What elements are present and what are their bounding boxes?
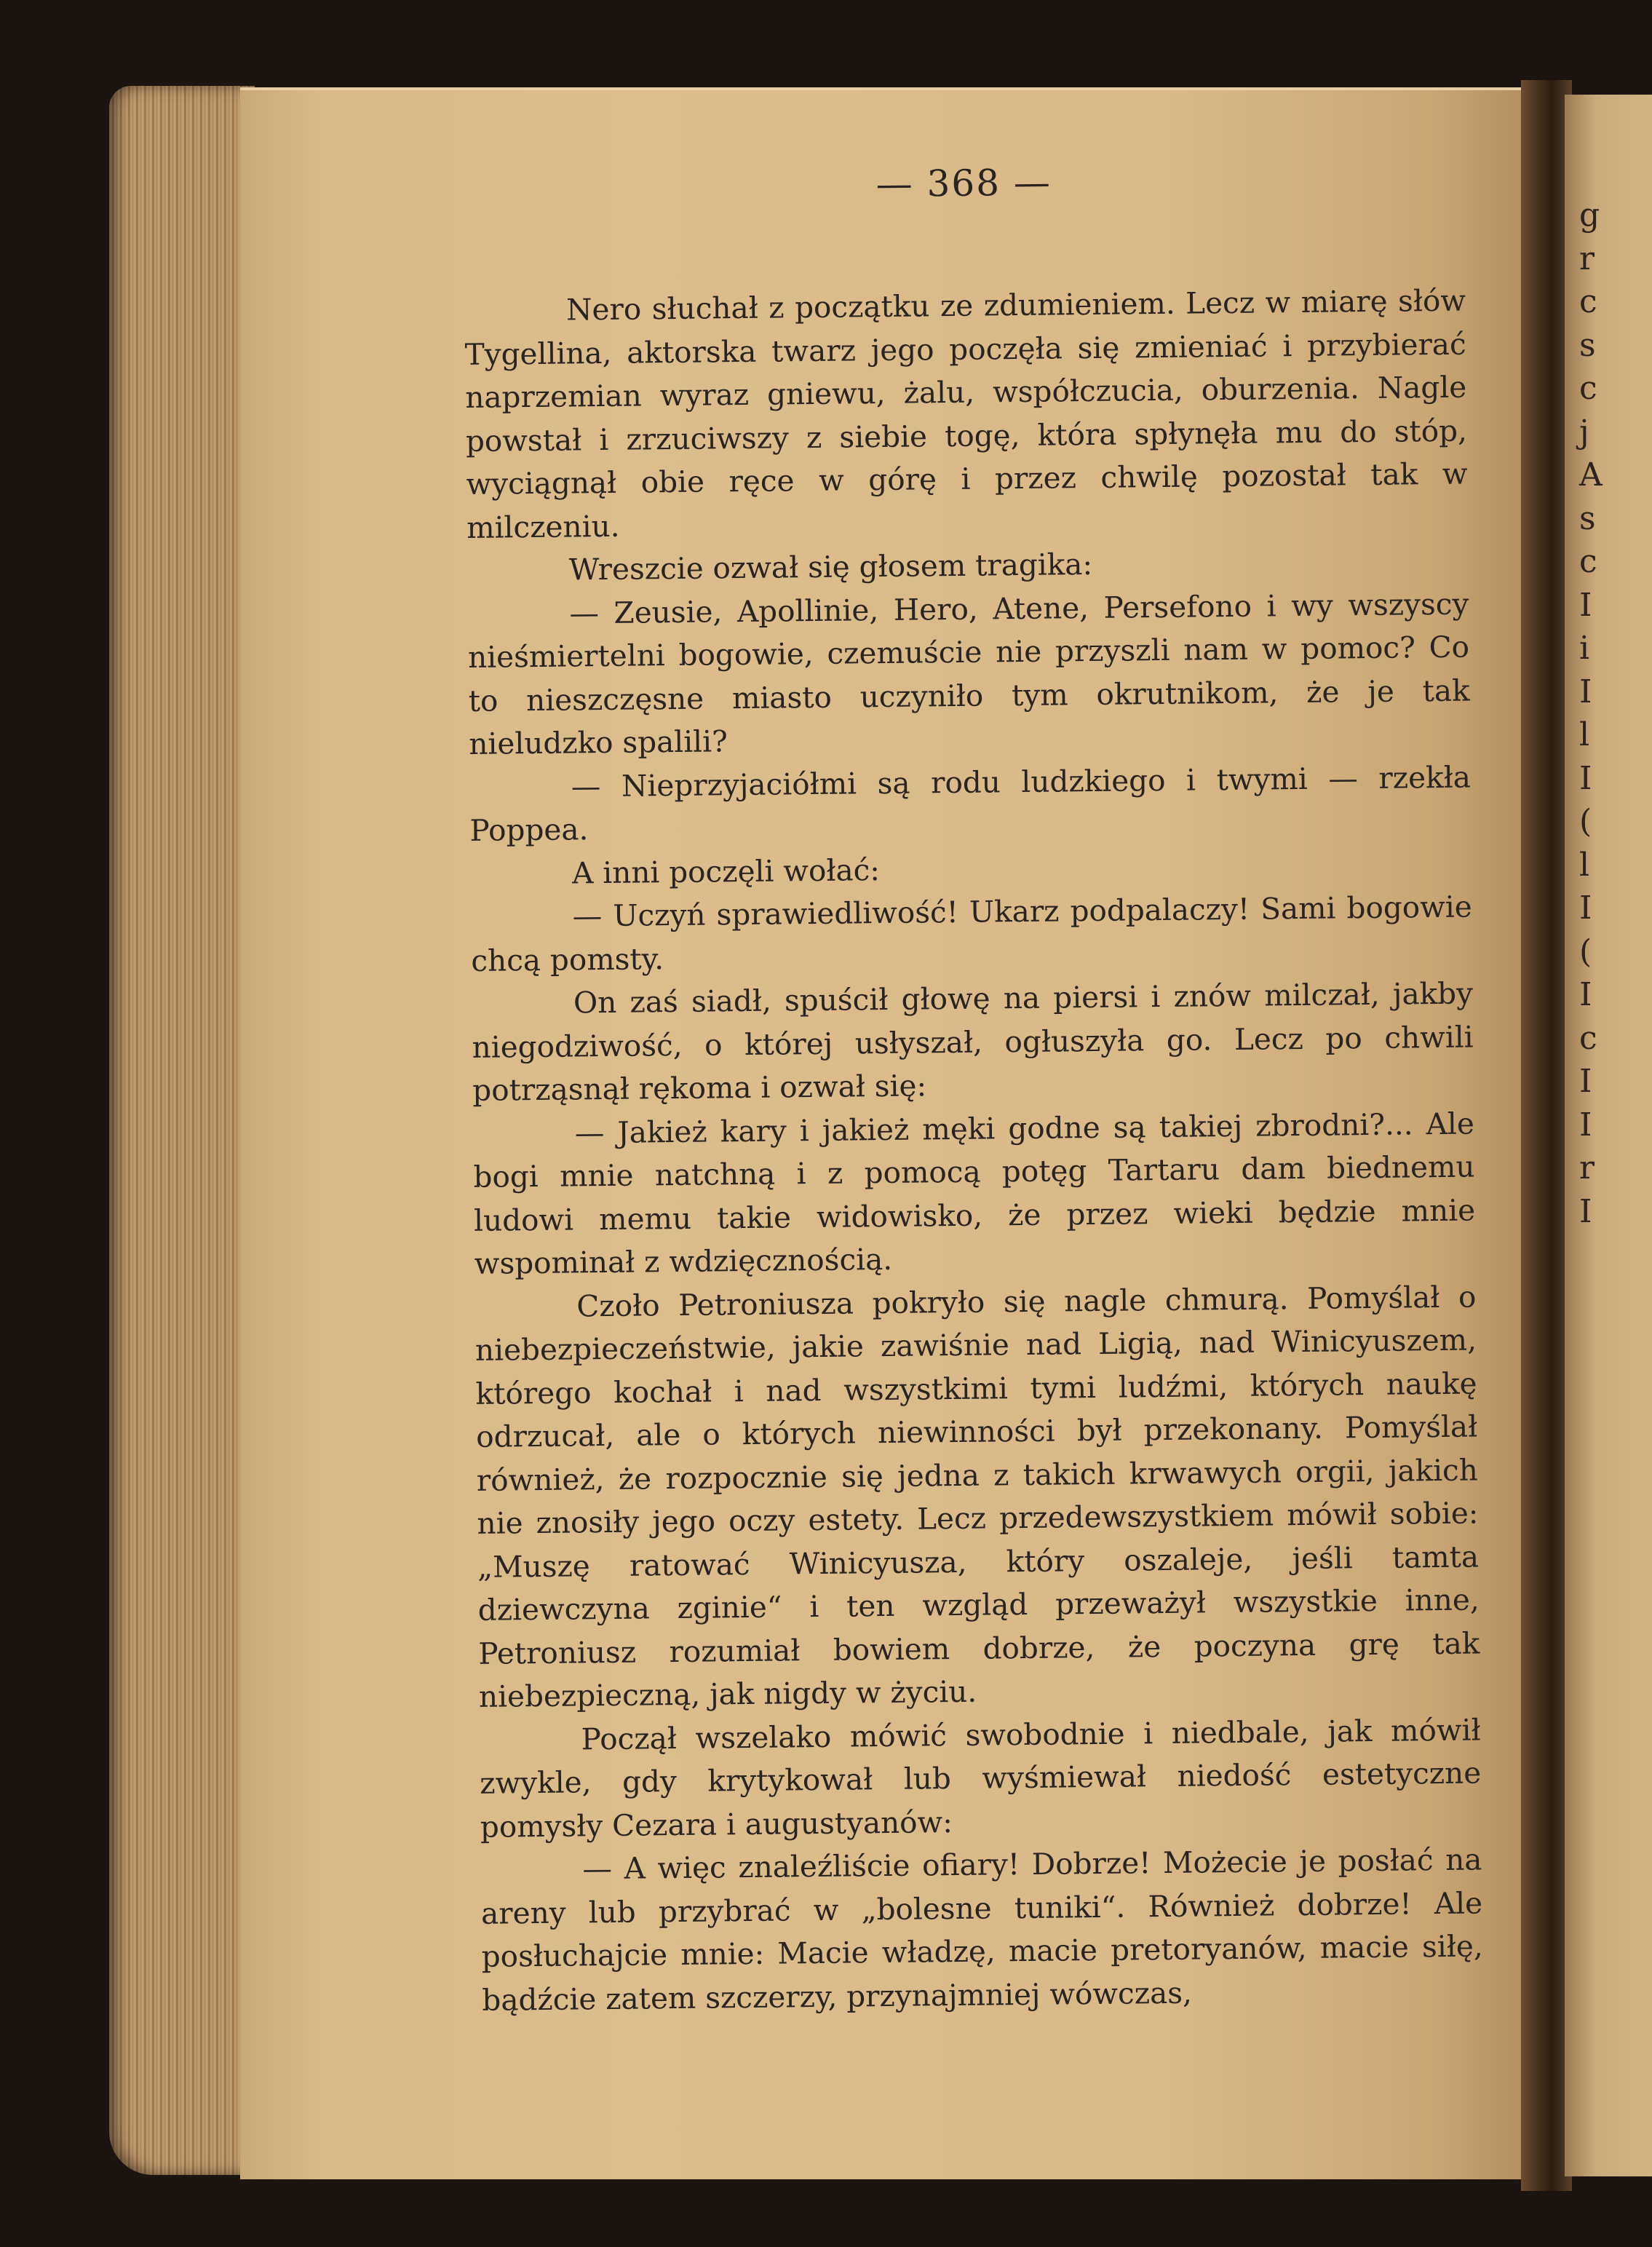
page-edges <box>109 86 255 2175</box>
paragraph: Czoło Petroniusza pokryło się nagle chmurą. Pomyślał o niebezpieczeństwie, jakie zawiśnie nad Ligią, nad Winicyuszem, którego kochał i nad wszystkimi tymi ludźmi, których naukę odrzucał, ale o których niewinności był przekonany. Pomyślał również, że rozpocznie się jedna z takich krwawych orgii, jakich nie znosiły jego oczy estety. Lecz przedewszystkiem mówił sobie: „Muszę ratować Winicyusza, który oszaleje, jeśli tamta dziewczyna zginie“ i ten wzgląd przeważył wszystkie inne, Petroniusz rozumiał bowiem dobrze, że poczyna grę tak niebezpieczną, jak nigdy w życiu. <box>474 1279 1480 1714</box>
text-block <box>463 157 1484 2022</box>
facing-page-letter: I <box>1579 976 1592 1013</box>
facing-page-letter: A <box>1579 456 1603 494</box>
paragraph: — A więc znaleźliście ofiary! Dobrze! Możecie je posłać na areny lub przybrać w „bolesne tuniki“. Również dobrze! Ale posłuchajcie mnie: Macie władzę, macie pretoryanów, macie siłę, bądźcie zatem szczerzy, przynajmniej wówczas, <box>480 1842 1483 2018</box>
paragraph: — Zeusie, Apollinie, Hero, Atene, Persefono i wy wszyscy nieśmiertelni bogowie, czemuście nie przyszli nam w pomoc? Co to nieszczęsne miasto uczyniło tym okrutnikom, że je tak nieludzko spalili? <box>467 586 1470 761</box>
facing-page-letter: I <box>1579 1063 1592 1100</box>
facing-page-letter: s <box>1579 326 1596 364</box>
paragraph: — Nieprzyjaciółmi są rodu ludzkiego i twymi — rzekła Poppea. <box>469 759 1472 848</box>
facing-page-letter: I <box>1579 586 1592 624</box>
facing-page-letter: I <box>1579 673 1592 710</box>
facing-page-letter: l <box>1579 846 1590 884</box>
facing-page-letter: r <box>1579 239 1595 277</box>
page-number: — 368 — <box>875 161 1052 206</box>
facing-page-letter: c <box>1579 283 1597 320</box>
facing-page-letter: i <box>1579 630 1590 667</box>
facing-page-letter: ( <box>1579 932 1592 970</box>
paragraph: A inni poczęli wołać: <box>571 852 881 890</box>
facing-page <box>1565 95 1652 2176</box>
facing-page-letter: g <box>1579 197 1600 234</box>
paragraph: Począł wszelako mówić swobodnie i niedbale, jak mówił zwykle, gdy krytykował lub wyśmiewał niedość estetyczne pomysły Cezara i augustyanów: <box>479 1711 1482 1844</box>
facing-page-letter: I <box>1579 1192 1592 1230</box>
facing-page-letter: I <box>1579 1106 1592 1144</box>
paragraph: — Uczyń sprawiedliwość! Ukarz podpalaczy! Sami bogowie chcą pomsty. <box>471 889 1472 978</box>
facing-page-letter: c <box>1579 543 1597 580</box>
facing-page-letter: s <box>1579 499 1596 537</box>
paragraph: On zaś siadł, spuścił głowę na piersi i znów milczał, jakby niegodziwość, o której usłyszał, ogłuszyła go. Lecz po chwili potrząsnął rękoma i ozwał się: <box>472 975 1474 1108</box>
facing-page-letter: r <box>1579 1149 1595 1186</box>
paragraph: — Jakież kary i jakież męki godne są takiej zbrodni?... Ale bogi mnie natchną i z pomocą potęg Tartaru dam biednemu ludowi memu takie widowisko, że przez wieki będzie mnie wspominał z wdzięcznością. <box>473 1106 1476 1281</box>
facing-page-letter: I <box>1579 889 1592 927</box>
paragraph: Wreszcie ozwał się głosem tragika: <box>568 546 1093 587</box>
facing-page-letter: c <box>1579 1019 1597 1057</box>
facing-page-letter: c <box>1579 370 1597 407</box>
paragraph: Nero słuchał z początku ze zdumieniem. Lecz w miarę słów Tygellina, aktorska twarz jego poczęła się zmieniać i przybierać naprzemian wyraz gniewu, żalu, współczucia, oburzenia. Nagle powstał i zrzuciwszy z siebie togę, która spłynęła mu do stóp, wyciągnął obie ręce w górę i przez chwilę pozostał tak w milczeniu. <box>464 282 1468 545</box>
facing-page-letter: I <box>1579 759 1592 797</box>
facing-page-letter: l <box>1579 716 1590 753</box>
facing-page-letter: j <box>1579 413 1589 451</box>
facing-page-letter: ( <box>1579 803 1592 840</box>
